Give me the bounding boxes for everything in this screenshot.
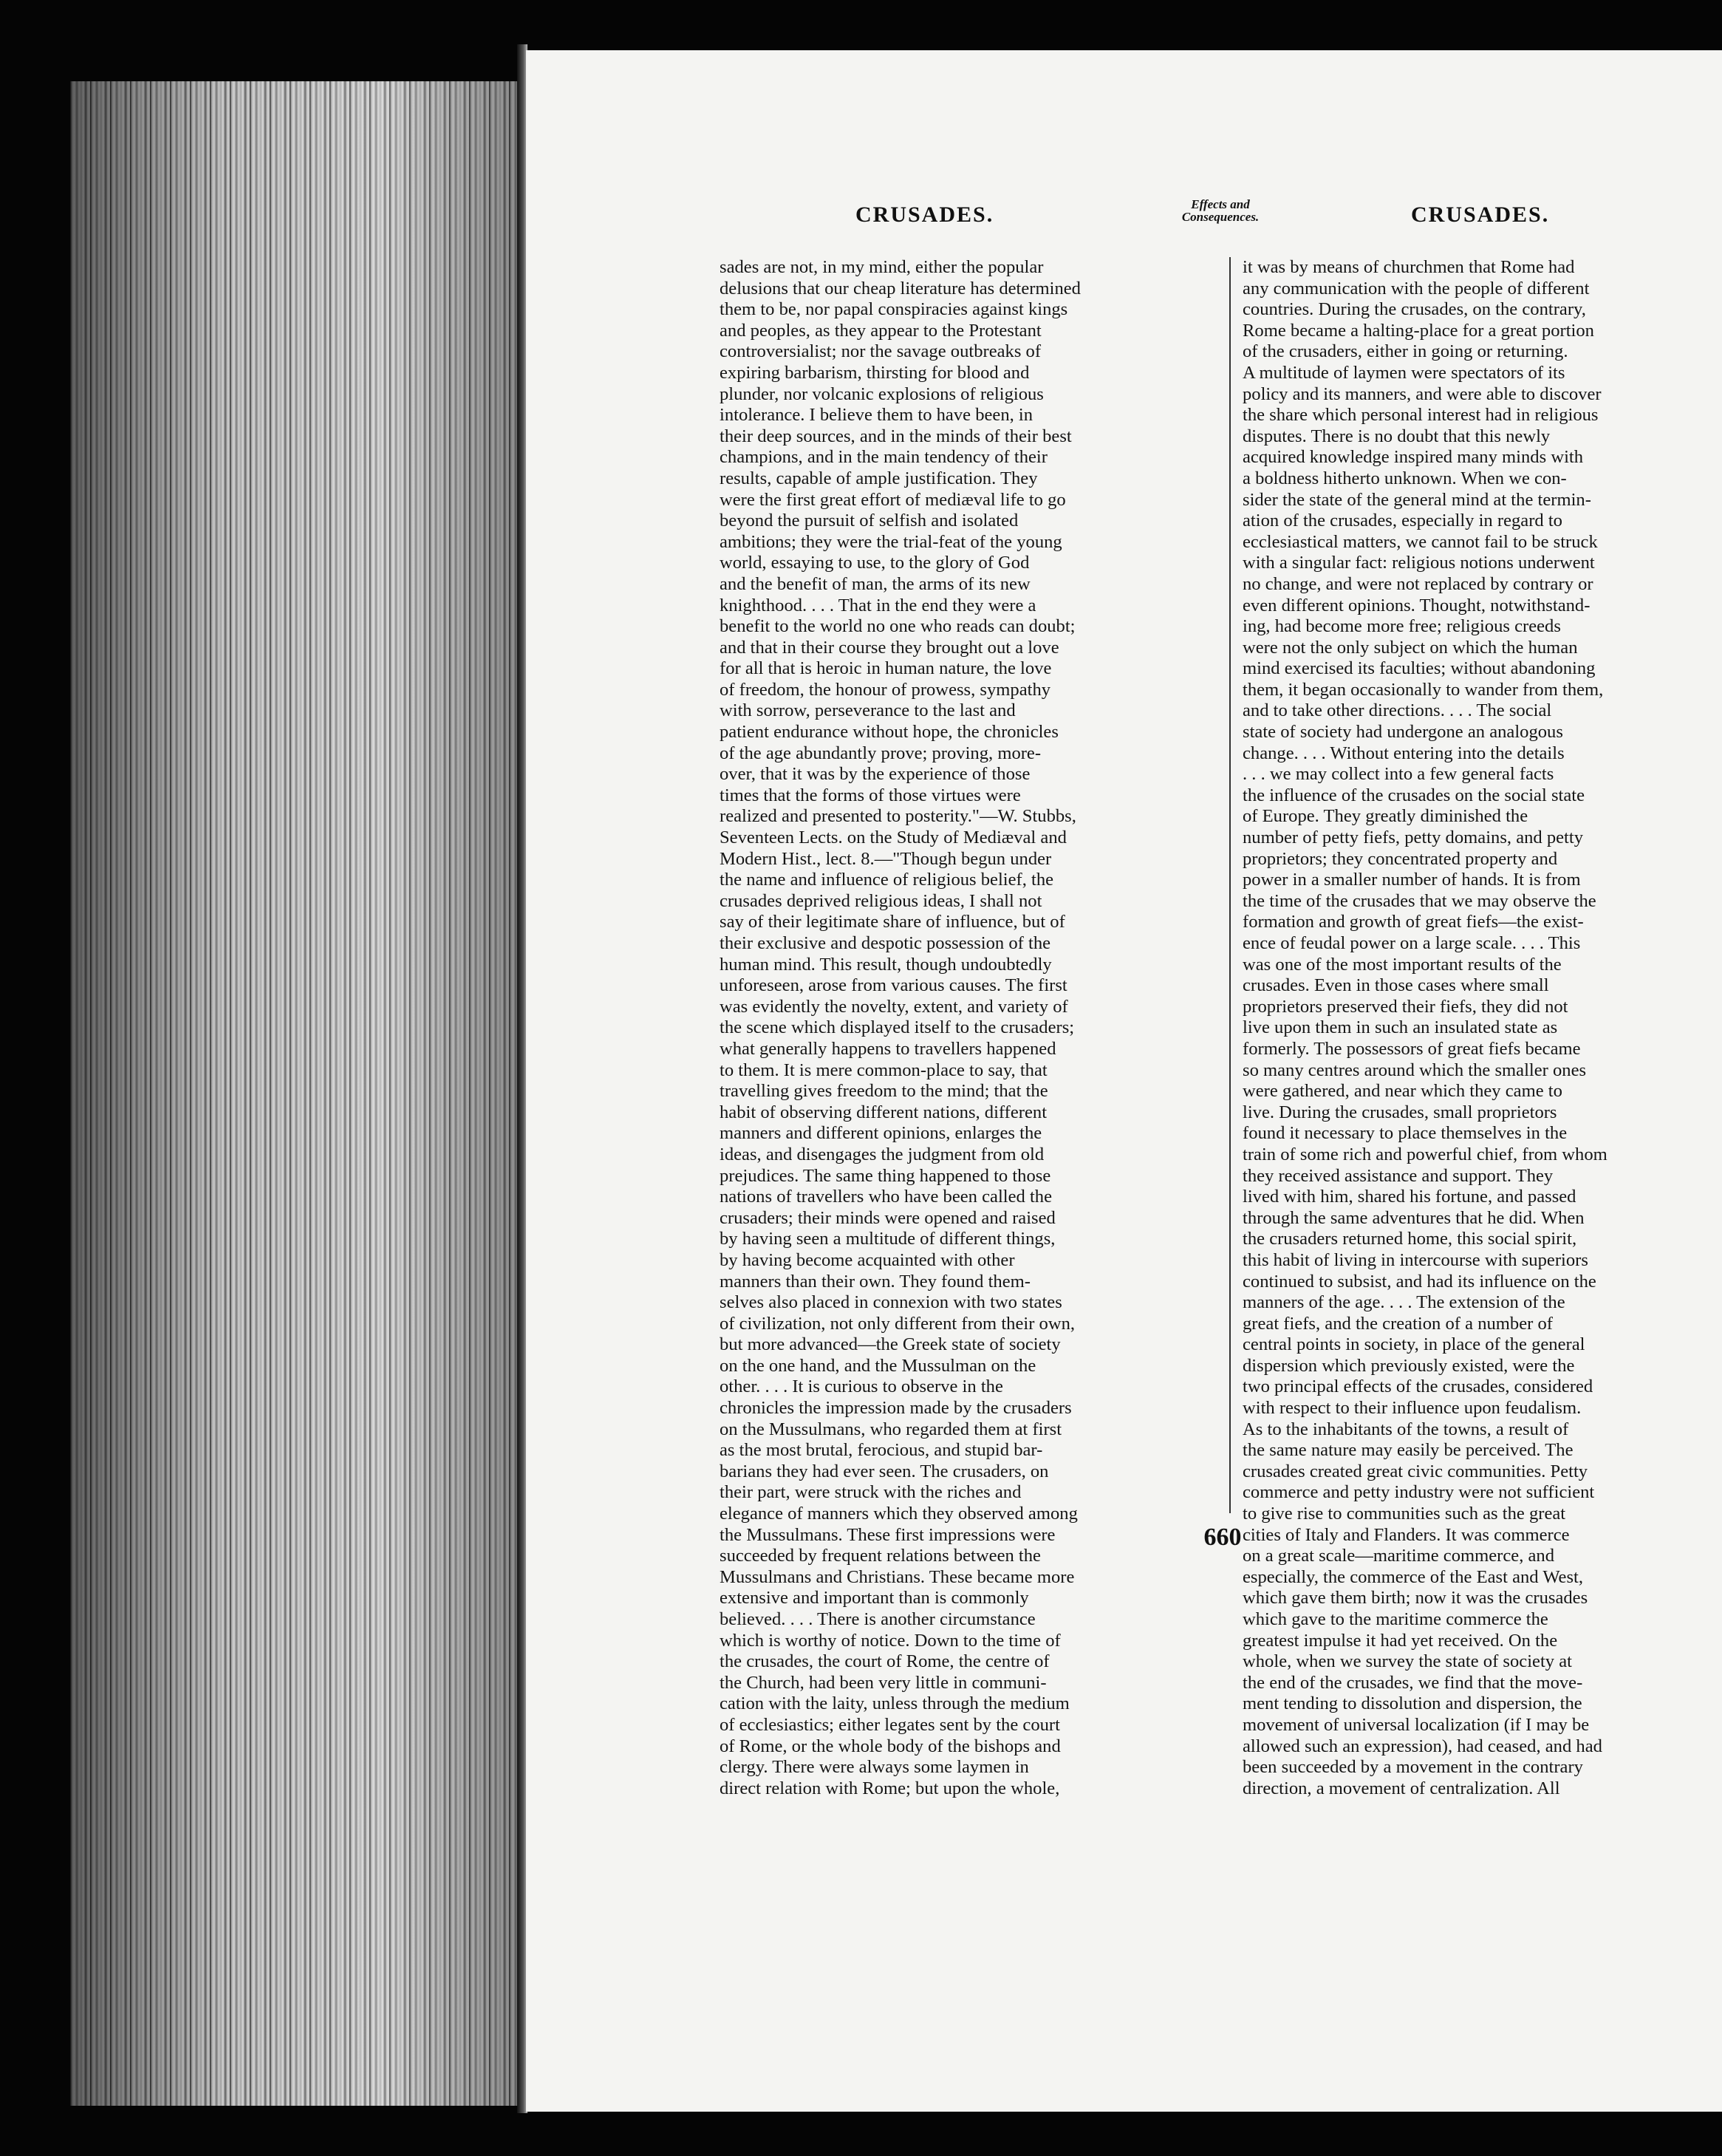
text-line: formerly. The possessors of great fiefs became — [1243, 1038, 1581, 1059]
text-line: by having seen a multitude of different things, — [720, 1229, 1056, 1249]
text-line: whole, when we survey the state of society at — [1243, 1651, 1572, 1672]
text-line: world, essaying to use, to the glory of God — [720, 553, 1030, 573]
text-line: of Europe. They greatly diminished the — [1243, 806, 1528, 827]
text-line: especially, the commerce of the East and West, — [1243, 1566, 1584, 1587]
text-line: nations of travellers who have been called the — [720, 1187, 1053, 1207]
text-line: Mussulmans and Christians. These became more — [720, 1566, 1075, 1587]
text-line: crusades. Even in those cases where small — [1243, 975, 1549, 996]
text-line: were the first great effort of mediæval life to go — [720, 489, 1066, 510]
text-line: manners and different opinions, enlarges the — [720, 1123, 1042, 1144]
text-line: knighthood. . . . That in the end they were a — [720, 595, 1036, 615]
text-line: this habit of living in intercourse with superiors — [1243, 1249, 1588, 1270]
text-line: intolerance. I believe them to have been, in — [720, 405, 1033, 426]
text-line: central points in society, in place of the general — [1243, 1334, 1585, 1355]
side-note-line-2: Consequences. — [1181, 210, 1260, 224]
side-note-line-1: Effects and — [1191, 197, 1250, 211]
text-line: so many centres around which the smaller ones — [1243, 1060, 1587, 1080]
text-line: change. . . . Without entering into the details — [1243, 743, 1565, 763]
text-line: even different opinions. Thought, notwithstand- — [1243, 595, 1591, 615]
text-line: with sorrow, perseverance to the last and — [720, 700, 1016, 721]
text-line: human mind. This result, though undoubtedly — [720, 954, 1052, 975]
text-line: acquired knowledge inspired many minds with — [1243, 447, 1584, 468]
text-line: prejudices. The same thing happened to those — [720, 1165, 1051, 1186]
text-line: sades are not, in my mind, either the popular — [720, 257, 1044, 277]
text-line: ing, had become more free; religious creeds — [1243, 616, 1561, 637]
text-line: number of petty fiefs, petty domains, and petty — [1243, 828, 1584, 848]
text-line: were gathered, and near which they came to — [1243, 1081, 1562, 1102]
text-line: power in a smaller number of hands. It is from — [1243, 870, 1581, 890]
text-line: by having become acquainted with other — [720, 1249, 1015, 1270]
text-line: with respect to their influence upon feudalism. — [1243, 1398, 1582, 1419]
text-line: Rome became a halting-place for a great portion — [1243, 320, 1594, 341]
text-line: chronicles the impression made by the crusaders — [720, 1398, 1072, 1419]
column-rule — [1229, 257, 1231, 1513]
text-line: found it necessary to place themselves in the — [1243, 1123, 1568, 1144]
text-line: cation with the laity, unless through the medium — [720, 1693, 1070, 1714]
text-line: A multitude of laymen were spectators of its — [1243, 362, 1565, 383]
text-line: champions, and in the main tendency of their — [720, 447, 1048, 468]
text-column-left — [720, 257, 1229, 1799]
text-line: ideas, and disengages the judgment from old — [720, 1144, 1045, 1164]
text-line: the crusaders returned home, this social spirit, — [1243, 1229, 1577, 1249]
text-line: the name and influence of religious belief, the — [720, 870, 1054, 890]
text-line: direction, a movement of centralization. All — [1243, 1778, 1560, 1798]
text-line: live. During the crusades, small proprietors — [1243, 1102, 1557, 1122]
text-line: which gave to the maritime commerce the — [1243, 1609, 1548, 1629]
text-line: Seventeen Lects. on the Study of Mediæval and — [720, 828, 1067, 848]
text-line: As to the inhabitants of the towns, a result of — [1243, 1419, 1569, 1439]
text-line: of freedom, the honour of prowess, sympathy — [720, 679, 1051, 700]
text-line: clergy. There were always some laymen in — [720, 1757, 1029, 1778]
text-line: of ecclesiastics; either legates sent by the court — [720, 1714, 1060, 1735]
text-line: but more advanced—the Greek state of society — [720, 1334, 1061, 1355]
text-line: been succeeded by a movement in the contrary — [1243, 1757, 1583, 1778]
text-line: the crusades, the court of Rome, the centre of — [720, 1651, 1050, 1672]
text-line: habit of observing different nations, different — [720, 1102, 1048, 1122]
text-line: times that the forms of those virtues were — [720, 785, 1021, 805]
text-line: no change, and were not replaced by contrary or — [1243, 573, 1593, 594]
text-line: sider the state of the general mind at the termin- — [1243, 489, 1591, 510]
text-line: on the Mussulmans, who regarded them at first — [720, 1419, 1062, 1439]
text-line: direct relation with Rome; but upon the whole, — [720, 1778, 1060, 1798]
text-line: manners of the age. . . . The extension of the — [1243, 1292, 1565, 1313]
text-line: of Rome, or the whole body of the bishops and — [720, 1736, 1061, 1756]
text-line: any communication with the people of different — [1243, 278, 1590, 299]
text-line: which gave them birth; now it was the crusades — [1243, 1588, 1588, 1609]
text-line: ence of feudal power on a large scale. . . . This — [1243, 933, 1581, 953]
text-line: ation of the crusades, especially in regard to — [1243, 511, 1562, 531]
text-line: their part, were struck with the riches and — [720, 1482, 1022, 1503]
text-line: on the one hand, and the Mussulman on the — [720, 1355, 1036, 1376]
text-line: results, capable of ample justification. They — [720, 468, 1038, 488]
text-line: them, it began occasionally to wander from them, — [1243, 679, 1604, 700]
running-head-left: CRUSADES. — [855, 202, 994, 227]
text-line: ecclesiastical matters, we cannot fail to be struck — [1243, 531, 1598, 552]
text-line: with a singular fact: religious notions underwent — [1243, 553, 1595, 573]
text-line: delusions that our cheap literature has determined — [720, 278, 1081, 299]
text-line: extensive and important than is commonly — [720, 1588, 1029, 1609]
text-line: patient endurance without hope, the chronicles — [720, 722, 1059, 743]
text-line: elegance of manners which they observed among — [720, 1504, 1078, 1524]
text-line: was one of the most important results of the — [1243, 954, 1562, 975]
text-line: plunder, nor volcanic explosions of religious — [720, 383, 1044, 404]
text-line: manners than their own. They found them- — [720, 1271, 1031, 1292]
text-line: of the age abundantly prove; proving, more- — [720, 743, 1042, 763]
text-line: their exclusive and despotic possession of the — [720, 933, 1051, 953]
text-line: mind exercised its faculties; without abandoning — [1243, 658, 1596, 679]
text-line: the Mussulmans. These first impressions were — [720, 1524, 1056, 1545]
text-line: proprietors; they concentrated property and — [1243, 848, 1558, 869]
text-line: live upon them in such an insulated state as — [1243, 1017, 1558, 1038]
text-line: the time of the crusades that we may observe the — [1243, 890, 1596, 911]
text-line: proprietors preserved their fiefs, they did not — [1243, 996, 1568, 1017]
text-line: them to be, nor papal conspiracies against kings — [720, 299, 1068, 320]
text-line: the Church, had been very little in communi- — [720, 1672, 1047, 1693]
running-head-right: CRUSADES. — [1411, 202, 1550, 227]
text-line: . . . we may collect into a few general facts — [1243, 764, 1554, 785]
text-line: state of society had undergone an analogous — [1243, 722, 1563, 743]
text-line: cities of Italy and Flanders. It was commerce — [1243, 1524, 1570, 1545]
text-line: ambitions; they were the trial-feat of the young — [720, 531, 1062, 552]
text-column-right — [1243, 257, 1722, 1799]
text-line: benefit to the world no one who reads can doubt; — [720, 616, 1076, 637]
text-line: allowed such an expression), had ceased, and had — [1243, 1736, 1602, 1756]
text-line: the scene which displayed itself to the crusaders; — [720, 1017, 1075, 1038]
text-line: and peoples, as they appear to the Protestant — [720, 320, 1042, 341]
text-line: beyond the pursuit of selfish and isolated — [720, 511, 1019, 531]
text-line: what generally happens to travellers happened — [720, 1038, 1056, 1059]
text-line: ment tending to dissolution and dispersion, the — [1243, 1693, 1582, 1714]
text-line: and that in their course they brought out a love — [720, 637, 1059, 658]
text-line: barians they had ever seen. The crusaders, on — [720, 1461, 1049, 1481]
text-line: over, that it was by the experience of those — [720, 764, 1031, 785]
text-line: was evidently the novelty, extent, and variety of — [720, 996, 1068, 1017]
text-line: to them. It is mere common-place to say, that — [720, 1060, 1048, 1080]
text-line: movement of universal localization (if I may be — [1243, 1714, 1590, 1735]
text-line: and the benefit of man, the arms of its new — [720, 573, 1031, 594]
text-line: the same nature may easily be perceived. The — [1243, 1440, 1574, 1461]
text-line: two principal effects of the crusades, considered — [1243, 1377, 1593, 1397]
text-line: expiring barbarism, thirsting for blood and — [720, 362, 1030, 383]
side-note — [1161, 198, 1279, 223]
text-line: and to take other directions. . . . The social — [1243, 700, 1552, 721]
text-line: believed. . . . There is another circumstance — [720, 1609, 1036, 1629]
text-line: continued to subsist, and had its influence on the — [1243, 1271, 1596, 1292]
text-line: realized and presented to posterity."—W. Stubbs, — [720, 806, 1076, 827]
text-line: say of their legitimate share of influence, but of — [720, 912, 1065, 932]
text-line: policy and its manners, and were able to discover — [1243, 383, 1602, 404]
text-line: they received assistance and support. They — [1243, 1165, 1554, 1186]
text-line: selves also placed in connexion with two states — [720, 1292, 1062, 1313]
running-header — [842, 198, 1588, 242]
text-line: dispersion which previously existed, were the — [1243, 1355, 1575, 1376]
text-line: through the same adventures that he did. When — [1243, 1207, 1585, 1228]
page-number: 660 — [1203, 1524, 1242, 1551]
text-line: other. . . . It is curious to observe in the — [720, 1377, 1003, 1397]
text-line: as the most brutal, ferocious, and stupid bar- — [720, 1440, 1043, 1461]
text-line: their deep sources, and in the minds of their best — [720, 426, 1072, 446]
text-line: the influence of the crusades on the social state — [1243, 785, 1585, 805]
text-line: controversialist; nor the savage outbreaks of — [720, 341, 1042, 362]
text-line: crusades created great civic communities. Petty — [1243, 1461, 1588, 1481]
text-line: commerce and petty industry were not sufficient — [1243, 1482, 1595, 1503]
text-line: of civilization, not only different from their own, — [720, 1313, 1076, 1334]
text-line: crusaders; their minds were opened and raised — [720, 1207, 1056, 1228]
text-line: the share which personal interest had in religious — [1243, 405, 1599, 426]
text-line: formation and growth of great fiefs—the exist- — [1243, 912, 1584, 932]
text-line: for all that is heroic in human nature, the love — [720, 658, 1052, 679]
text-line: were not the only subject on which the human — [1243, 637, 1578, 658]
text-line: it was by means of churchmen that Rome had — [1243, 257, 1575, 277]
text-line: countries. During the crusades, on the contrary, — [1243, 299, 1586, 320]
text-line: train of some rich and powerful chief, from whom — [1243, 1144, 1607, 1164]
text-line: Modern Hist., lect. 8.—"Though begun under — [720, 848, 1052, 869]
text-line: a boldness hitherto unknown. When we con- — [1243, 468, 1567, 488]
text-line: crusades deprived religious ideas, I shall not — [720, 890, 1042, 911]
text-line: of the crusaders, either in going or returning. — [1243, 341, 1568, 362]
text-line: succeeded by frequent relations between the — [720, 1546, 1041, 1566]
text-line: travelling gives freedom to the mind; that the — [720, 1081, 1048, 1102]
facing-page-edge — [70, 81, 522, 2106]
text-line: which is worthy of notice. Down to the time of — [720, 1630, 1061, 1651]
text-line: disputes. There is no doubt that this newly — [1243, 426, 1551, 446]
text-line: the end of the crusades, we find that the move- — [1243, 1672, 1583, 1693]
text-line: lived with him, shared his fortune, and passed — [1243, 1187, 1576, 1207]
text-line: great fiefs, and the creation of a number of — [1243, 1313, 1553, 1334]
text-line: greatest impulse it had yet received. On the — [1243, 1630, 1558, 1651]
text-line: on a great scale—maritime commerce, and — [1243, 1546, 1554, 1566]
text-line: to give rise to communities such as the great — [1243, 1504, 1566, 1524]
text-line: unforeseen, arose from various causes. The first — [720, 975, 1067, 996]
